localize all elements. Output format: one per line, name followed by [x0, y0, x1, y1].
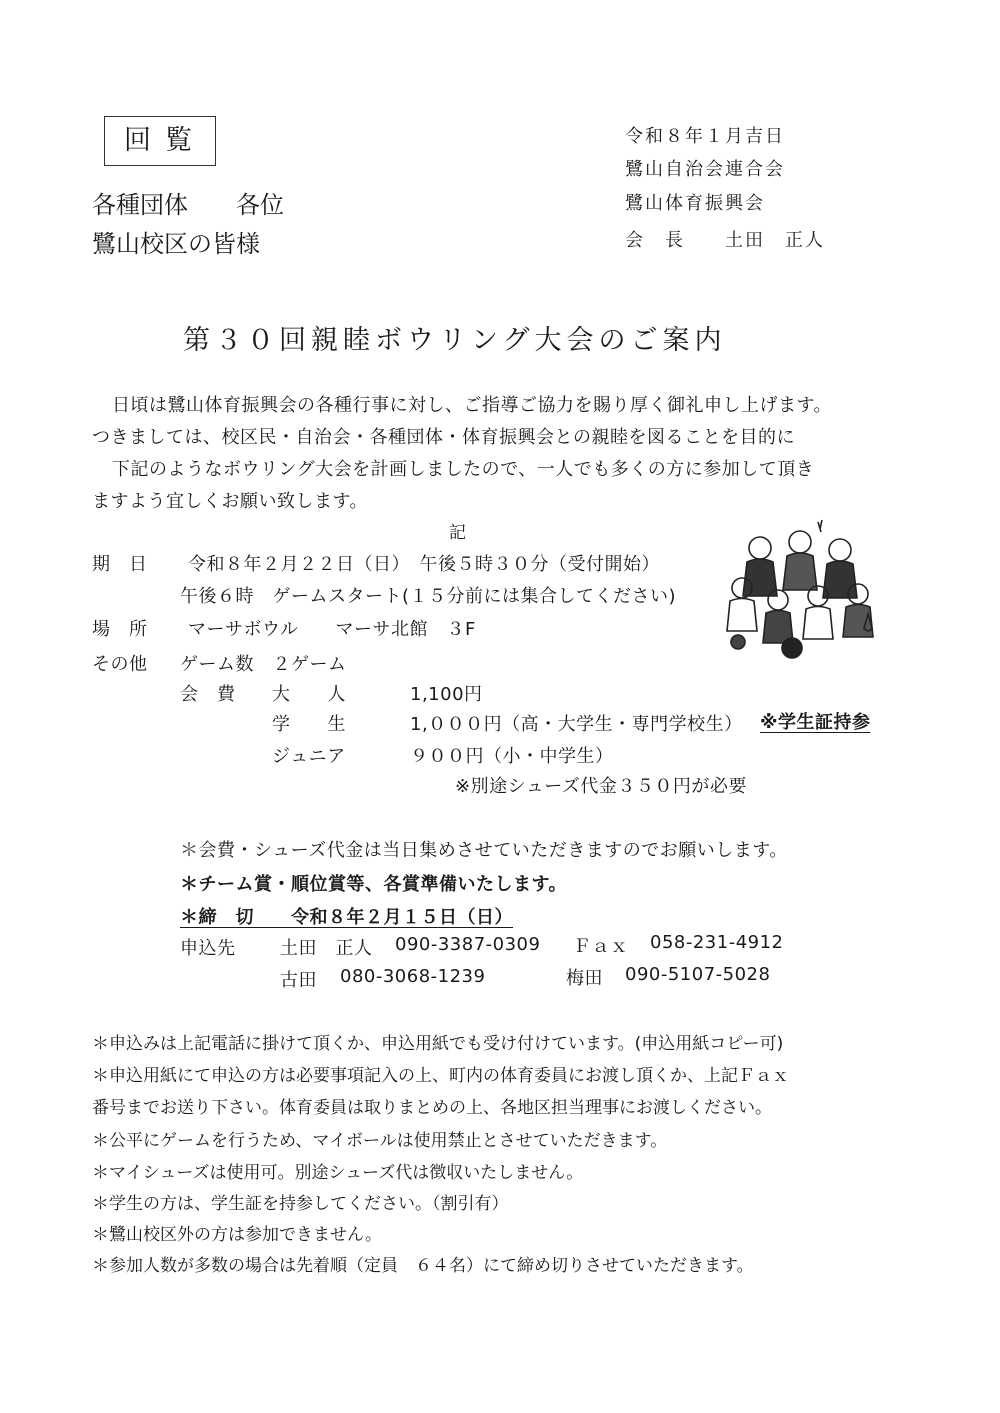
addressee-line-1: 各種団体 各位 — [92, 191, 284, 219]
contact-1-name: 土田 正人 — [280, 938, 373, 959]
deadline: ＊締 切 令和８年２月１５日（日） — [180, 907, 513, 928]
note-fee-collection: ＊会費・シューズ代金は当日集めさせていただきますのでお願いします。 — [180, 840, 788, 861]
sender-org-1: 鷺山自治会連合会 — [625, 159, 785, 180]
games-count: ゲーム数 ２ゲーム — [180, 654, 347, 675]
note-my-shoes: ＊マイシューズは使用可。別途シューズ代は徴収いたしません。 — [92, 1163, 584, 1183]
contact-3-phone: 090-5107-5028 — [625, 964, 771, 985]
fee-student-amount: 1,０００円（高・大学生・専門学校生） — [410, 714, 743, 735]
fee-junior-amount: ９００円（小・中学生） — [410, 746, 614, 767]
fee-student-category: 学 生 — [272, 714, 346, 735]
contact-2-phone: 080-3068-1239 — [340, 966, 486, 987]
intro-line-1: 日頃は鷺山体育振興会の各種行事に対し、ご指導ご協力を賜り厚く御礼申し上げます。 — [112, 395, 833, 416]
date-value: 令和８年２月２２日（日） 午後５時３０分（受付開始） — [188, 554, 660, 575]
intro-line-4: ますよう宜しくお願い致します。 — [92, 491, 369, 512]
sender-chair: 会 長 土田 正人 — [625, 230, 825, 251]
issue-date: 令和８年１月吉日 — [625, 126, 785, 147]
date-label: 期 日 — [92, 554, 148, 575]
contact-1-phone: 090-3387-0309 — [395, 934, 541, 955]
ki-heading: 記 — [449, 523, 466, 543]
fee-junior-category: ジュニア — [272, 746, 346, 767]
addressee-line-2: 鷺山校区の皆様 — [92, 230, 260, 258]
fax-number: 058-231-4912 — [650, 932, 784, 953]
sender-org-2: 鷺山体育振興会 — [625, 193, 765, 214]
note-capacity: ＊参加人数が多数の場合は先着順（定員 ６４名）にて締め切りさせていただきます。 — [92, 1256, 754, 1276]
bowling-people-illustration — [722, 518, 882, 663]
note-outside-district: ＊鷺山校区外の方は参加できません。 — [92, 1225, 383, 1245]
place-label: 場 所 — [92, 619, 148, 640]
fee-student-note: ※学生証持参 — [760, 712, 871, 733]
date-value-start: 午後６時 ゲームスタート(１５分前には集合してください) — [180, 586, 677, 607]
page-title: 第３０回親睦ボウリング大会のご案内 — [183, 325, 727, 356]
circulation-label: 回覧 — [104, 116, 216, 166]
note-prizes: ＊チーム賞・順位賞等、各賞準備いたします。 — [180, 874, 568, 895]
fee-adult-category: 大 人 — [272, 684, 346, 705]
intro-line-2: つきましては、校区民・自治会・各種団体・体育振興会との親睦を図ることを目的に — [92, 427, 795, 448]
note-application-form: ＊申込用紙にて申込の方は必要事項記入の上、町内の体育委員にお渡し頂くか、上記Ｆａｘ — [92, 1066, 789, 1086]
fee-adult-amount: 1,100円 — [410, 684, 483, 705]
shoes-note: ※別途シューズ代金３５０円が必要 — [455, 776, 747, 797]
note-my-ball: ＊公平にゲームを行うため、マイボールは使用禁止とさせていただきます。 — [92, 1131, 668, 1151]
note-application-methods: ＊申込みは上記電話に掛けて頂くか、申込用紙でも受け付けています。(申込用紙コピー可) — [92, 1034, 784, 1054]
contact-3-name: 梅田 — [566, 968, 603, 989]
contact-label: 申込先 — [180, 938, 236, 959]
note-student-id: ＊学生の方は、学生証を持参してください。（割引有） — [92, 1194, 509, 1214]
fee-label: 会 費 — [180, 684, 236, 705]
note-application-form-cont: 番号までお送り下さい。体育委員は取りまとめの上、各地区担当理事にお渡しください。 — [92, 1098, 772, 1118]
other-label: その他 — [92, 654, 148, 675]
intro-line-3: 下記のようなボウリング大会を計画しましたので、一人でも多くの方に参加して頂き — [112, 459, 815, 480]
place-value: マーサボウル マーサ北館 ３F — [188, 619, 476, 640]
contact-2-name: 古田 — [280, 970, 317, 991]
fax-label: Ｆａｘ — [573, 936, 629, 957]
